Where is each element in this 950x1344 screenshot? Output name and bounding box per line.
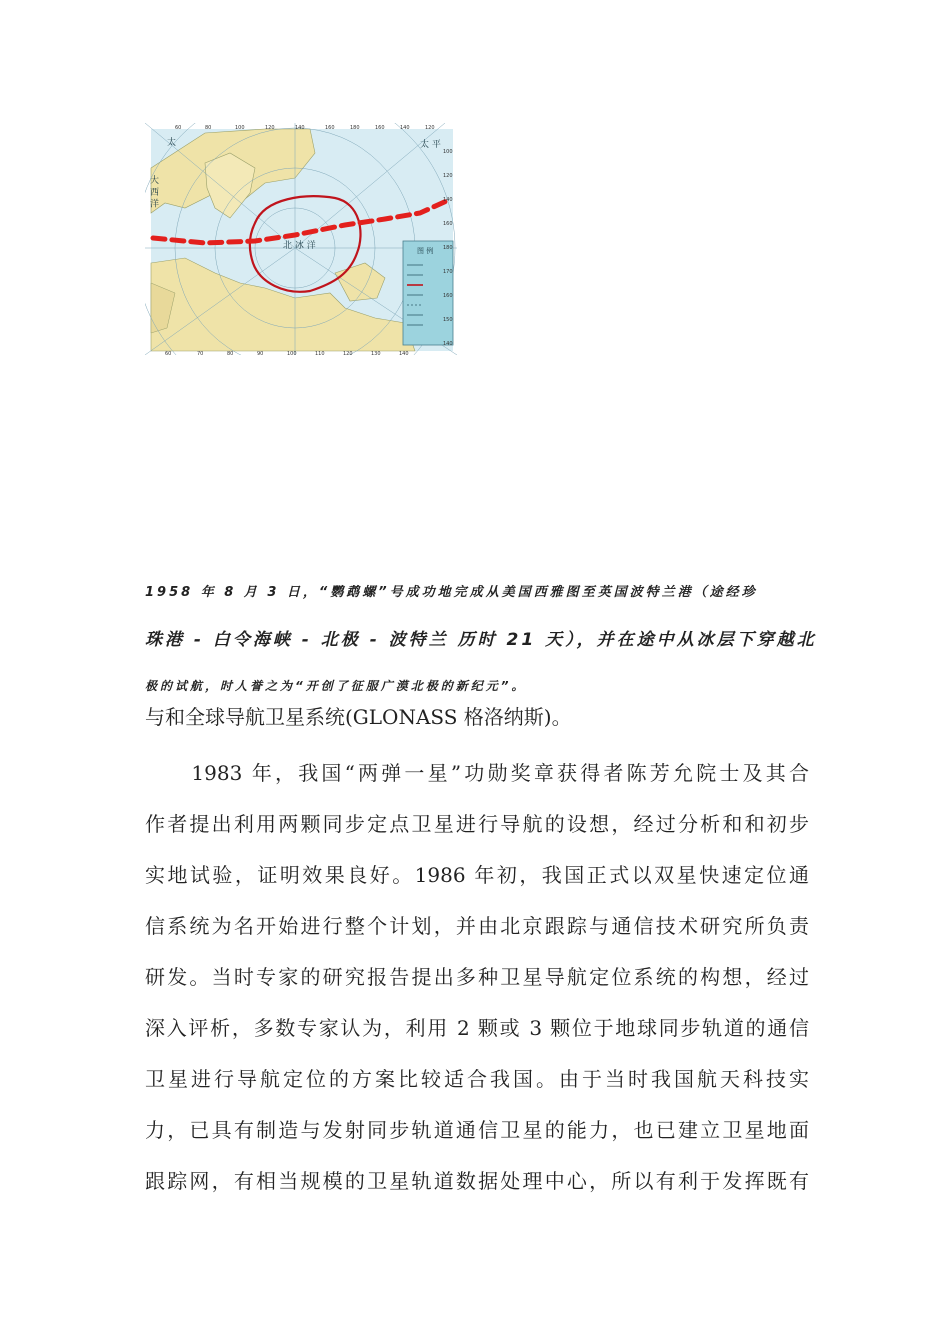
map-tick-right: 100 [443,149,453,155]
map-tick-bottom: 90 [257,351,264,355]
body-line: 与和全球导航卫星系统(GLONASS 格洛纳斯)。 [145,705,572,729]
map-tick-right: 140 [443,197,453,203]
map-label-center: 北 冰 洋 [283,241,316,251]
body-line: 研发。当时专家的研究报告提出多种卫星导航定位系统的构想，经过 [145,965,809,989]
map-label-ocean-right: 太 平 [420,140,441,150]
body-line: 1983 年，我国“两弹一星”功勋奖章获得者陈芳允院士及其合 [145,761,809,785]
map-tick-right: 180 [443,245,453,251]
map-tick-right: 150 [443,317,453,323]
map-tick-top: 120 [425,125,435,131]
map-legend-title: 图 例 [417,247,434,255]
map-tick-bottom: 130 [371,351,381,355]
map-tick-top: 140 [295,125,305,131]
map-tick-top: 160 [325,125,335,131]
body-line: 力，已具有制造与发射同步轨道通信卫星的能力，也已建立卫星地面 [145,1118,809,1142]
map-tick-bottom: 70 [197,351,204,355]
map-tick-top: 100 [235,125,245,131]
map-tick-top: 60 [175,125,182,131]
caption-line-1: 1958 年 8 月 3 日，“鹦鹉螺”号成功地完成从美国西雅图至英国波特兰港（途经珍 [145,585,758,600]
caption-line-2: 珠港 - 白令海峡 - 北极 - 波特兰 历时 21 天），并在途中从冰层下穿越北 [145,630,817,650]
map-tick-bottom: 120 [343,351,353,355]
map-svg [145,123,457,355]
map-tick-bottom: 110 [315,351,325,355]
map-tick-right: 170 [443,269,453,275]
map-tick-right: 140 [443,341,453,347]
map-tick-bottom: 80 [227,351,234,355]
arctic-route-map [145,123,457,355]
map-tick-right: 160 [443,221,453,227]
body-line: 信系统为名开始进行整个计划，并由北京跟踪与通信技术研究所负责 [145,914,809,938]
map-tick-bottom: 140 [399,351,409,355]
map-tick-bottom: 100 [287,351,297,355]
body-line: 卫星进行导航定位的方案比较适合我国。由于当时我国航天科技实 [145,1067,809,1091]
map-tick-top: 160 [375,125,385,131]
body-line: 作者提出利用两颗同步定点卫星进行导航的设想，经过分析和和初步 [145,812,809,836]
caption-line-3: 极的试航，时人誉之为“开创了征服广漠北极的新纪元”。 [145,679,527,693]
map-tick-top: 180 [350,125,360,131]
map-tick-top: 80 [205,125,212,131]
body-line: 跟踪网，有相当规模的卫星轨道数据处理中心，所以有利于发挥既有 [145,1169,809,1193]
map-label-ocean-left: 大 西 洋 [148,175,158,208]
map-tick-bottom: 60 [165,351,172,355]
map-label-ocean-right-top: 太 [167,138,177,148]
map-tick-top: 120 [265,125,275,131]
map-tick-top: 140 [400,125,410,131]
map-tick-right: 120 [443,173,453,179]
map-tick-right: 160 [443,293,453,299]
body-line: 实地试验，证明效果良好。1986 年初，我国正式以双星快速定位通 [145,863,809,887]
body-line: 深入评析，多数专家认为，利用 2 颗或 3 颗位于地球同步轨道的通信 [145,1016,809,1040]
